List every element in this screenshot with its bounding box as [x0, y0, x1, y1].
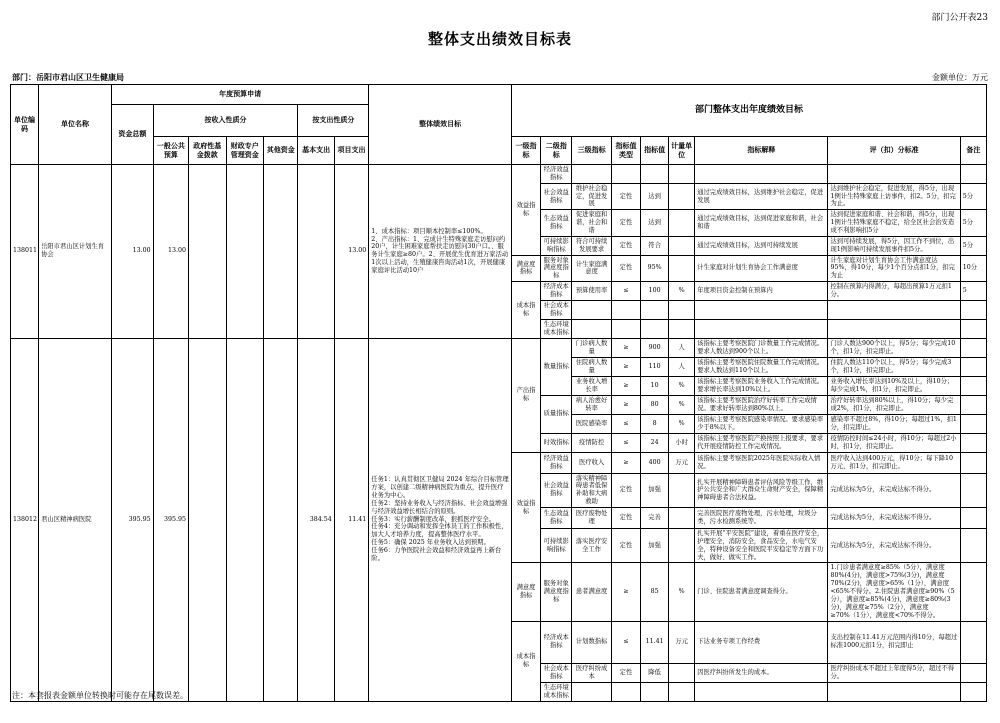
value-type: 定性 — [611, 236, 640, 255]
l3-indicator: 计生家庭满意度 — [572, 255, 612, 282]
value-type — [611, 682, 640, 701]
scoring-standard: 达到促进家庭和谐、社会和谐，得5分，出现1例计生特殊家庭不稳定，给全区社会治安造成不利影响扣5分 — [828, 210, 960, 237]
indicator-value: 100 — [641, 282, 669, 301]
l2-indicator: 生态效益指标 — [541, 508, 572, 529]
remark: 5分 — [960, 210, 986, 237]
l2-indicator: 经济效益指标 — [541, 165, 572, 184]
measure-unit — [669, 508, 695, 529]
measure-unit — [669, 663, 695, 682]
l3-indicator: 患者满意度 — [572, 563, 612, 621]
unit-code: 138011 — [11, 165, 39, 339]
scoring-standard: 支出控制在11.41万元范围内得10分，每超过标准1000元扣1分，扣完即止 — [828, 621, 960, 663]
measure-unit: % — [669, 414, 695, 433]
indicator-explanation: 该指标主要考察医院治疗好转率工作完成情况。要求好转率达到80%以上。 — [695, 395, 828, 414]
indicator-value: 10 — [641, 376, 669, 395]
measure-unit — [669, 165, 695, 184]
remark — [960, 682, 986, 701]
measure-unit: % — [669, 282, 695, 301]
value-type: ≥ — [611, 376, 640, 395]
remark — [960, 452, 986, 473]
value-type: ≥ — [611, 338, 640, 357]
measure-unit: % — [669, 395, 695, 414]
indicator-explanation: 计生家庭对计划生育协会工作满意度 — [695, 255, 828, 282]
value-type: ≥ — [611, 357, 640, 376]
l2-indicator: 服务对象满意度指标 — [541, 563, 572, 621]
l2-indicator: 服务对象满意度指标 — [541, 255, 572, 282]
header-val-type: 指标值类型 — [611, 137, 640, 165]
remark — [960, 395, 986, 414]
scoring-standard: 完成达标为5分，未完成达标不得分。 — [828, 508, 960, 529]
total-amount: 13.00 — [112, 165, 154, 339]
remark — [960, 357, 986, 376]
header-val: 指标值 — [641, 137, 669, 165]
table-row — [11, 338, 987, 357]
indicator-value: 24 — [641, 433, 669, 452]
general-budget: 395.95 — [153, 338, 188, 701]
header-overall-goal: 整体绩效目标 — [369, 85, 512, 165]
indicator-value: 降低 — [641, 663, 669, 682]
measure-unit: 万元 — [669, 452, 695, 473]
header-other: 其他资金 — [264, 137, 298, 165]
remark — [960, 529, 986, 563]
header-measure: 计量单位 — [669, 137, 695, 165]
indicator-value: 110 — [641, 357, 669, 376]
project-expense: 11.41 — [334, 338, 368, 701]
scoring-standard — [828, 300, 960, 319]
l2-indicator: 质量指标 — [541, 395, 572, 433]
remark — [960, 319, 986, 338]
value-type: 定性 — [611, 210, 640, 237]
header-fiscal-special: 财政专户管理资金 — [226, 137, 263, 165]
scoring-standard: 门诊人数达900个以上，得5分；每少完成10个，扣1分，扣完即止。 — [828, 338, 960, 357]
l1-indicator: 成本指标 — [511, 621, 540, 701]
indicator-value: 符合 — [641, 236, 669, 255]
header-total: 资金总额 — [112, 105, 154, 165]
fiscal-special — [226, 338, 263, 701]
scoring-standard: 达到可持续发展，得5分，因工作不到位，出现1例影响可持续发展事件扣5分。 — [828, 236, 960, 255]
value-type: ≤ — [611, 433, 640, 452]
measure-unit — [669, 210, 695, 237]
indicator-explanation: 该指标主要考察医院业务收入工作完成情况。要求增长率达到10%以上。 — [695, 376, 828, 395]
measure-unit: 万元 — [669, 621, 695, 663]
l2-indicator: 社会成本指标 — [541, 300, 572, 319]
scoring-standard: 业务收入增长率达到10%及以上，得10分；每少完成1%，扣1分，扣完即止。 — [828, 376, 960, 395]
l1-indicator: 满意度指标 — [511, 255, 540, 282]
indicator-explanation: 下达业务专项工作经费 — [695, 621, 828, 663]
scoring-standard: 住院人数达110个以上，得5分；每少完成3个，扣1分，扣完即止。 — [828, 357, 960, 376]
general-budget: 13.00 — [153, 165, 188, 339]
value-type: ≤ — [611, 282, 640, 301]
scoring-standard: 治疗好转率达到80%以上，得10分；每少完成2%，扣1分，扣完即止。 — [828, 395, 960, 414]
indicator-explanation: 该指标主要考察医院门诊数量工作完成情况。要求人数达到900个以上。 — [695, 338, 828, 357]
l3-indicator: 计划数指标 — [572, 621, 612, 663]
basic-expense: 384.54 — [298, 338, 334, 701]
measure-unit: 人 — [669, 338, 695, 357]
value-type — [611, 165, 640, 184]
header-explain: 指标解释 — [695, 137, 828, 165]
value-type: ≤ — [611, 621, 640, 663]
indicator-value: 11.41 — [641, 621, 669, 663]
indicator-value: 900 — [641, 338, 669, 357]
footnote: 注：本套报表金额单位转换时可能存在尾数误差。 — [12, 691, 188, 700]
header-unit-code: 单位编码 — [11, 85, 39, 165]
header-remark: 备注 — [960, 137, 986, 165]
remark — [960, 621, 986, 663]
remark — [960, 300, 986, 319]
indicator-explanation: 年度项目资金控制在预算内 — [695, 282, 828, 301]
remark — [960, 414, 986, 433]
scoring-standard: 控制在预算内得满分，每超出预算1万元扣1分。 — [828, 282, 960, 301]
measure-unit: % — [669, 563, 695, 621]
remark: 5 — [960, 282, 986, 301]
l3-indicator: 病人治愈好转率 — [572, 395, 612, 414]
l2-indicator: 生态环境成本指标 — [541, 319, 572, 338]
l3-indicator — [572, 682, 612, 701]
header-general: 一般公共预算 — [153, 137, 188, 165]
l2-indicator: 社会效益指标 — [541, 183, 572, 210]
header-by-source: 按收入性质分 — [153, 105, 298, 137]
measure-unit — [669, 236, 695, 255]
value-type: 定性 — [611, 663, 640, 682]
measure-unit — [669, 529, 695, 563]
indicator-explanation: 该指标主要考察医院住院数量工作完成情况。要求人数达到110个以上。 — [695, 357, 828, 376]
l3-indicator: 促进家庭和谐，社会和谐 — [572, 210, 612, 237]
scoring-standard: 医疗收入达到400万元，得10分；每下降10万元，扣1分，扣完即止。 — [828, 452, 960, 473]
l2-indicator: 数量指标 — [541, 338, 572, 395]
unit-code: 138012 — [11, 338, 39, 701]
l2-indicator: 可持续影响指标 — [541, 529, 572, 563]
indicator-explanation — [695, 319, 828, 338]
l3-indicator — [572, 165, 612, 184]
scoring-standard: 1.门诊患者满意度≥85%（5分），满意度80%(4分)，满意度>75%(3分)，满意度70%(2分)，满意度>65%（1分），满意度<65%不得分。2.住院患者满意度≥90%（5分），满意度≥85%(4分)，满意度≥80%(3分)，满意度≥75%（2分），满意度≥70%（1分），满意度<70%不得分。 — [828, 563, 960, 621]
l3-indicator: 住院病人数量 — [572, 357, 612, 376]
indicator-explanation — [695, 165, 828, 184]
indicator-explanation: 扎实开展“平安医院”建设，着重在医疗安全，护理安全，消防安全，食品安全，水电气安全，特种设备安全和医院平安稳定等方面下功夫，做好、做实工作。 — [695, 529, 828, 563]
indicator-explanation: 因医疗纠纷所发生的成本。 — [695, 663, 828, 682]
l2-indicator: 生态环境成本指标 — [541, 682, 572, 701]
l1-indicator: 成本指标 — [511, 282, 540, 338]
indicator-explanation: 扎实开展精神障碍患者评估风险等级工作，维护公共安全和广大群众生命财产安全，保障精神障碍患者合法权益。 — [695, 473, 828, 507]
indicator-explanation: 通过完成绩效目标，达到维护社会稳定，促进发展 — [695, 183, 828, 210]
remark — [960, 433, 986, 452]
indicator-value: 加强 — [641, 473, 669, 507]
header-unit-name: 单位名称 — [39, 85, 112, 165]
department-label: 部门：岳阳市君山区卫生健康局 — [12, 72, 124, 82]
indicator-value: 加强 — [641, 529, 669, 563]
l3-indicator: 医疗纠纷成本 — [572, 663, 612, 682]
measure-unit — [669, 319, 695, 338]
header-l1: 一级指标 — [511, 137, 540, 165]
l3-indicator: 落实精神障碍患者低保补助和大病救助 — [572, 473, 612, 507]
indicator-value: 85 — [641, 563, 669, 621]
l1-indicator: 效益指标 — [511, 452, 540, 563]
project-expense: 13.00 — [334, 165, 368, 339]
measure-unit: 小时 — [669, 433, 695, 452]
indicator-explanation: 通过完成绩效目标，达到促进家庭和谐，社会和谐 — [695, 210, 828, 237]
l3-indicator — [572, 319, 612, 338]
l2-indicator: 社会成本指标 — [541, 663, 572, 682]
total-amount: 395.95 — [112, 338, 154, 701]
value-type: 定性 — [611, 508, 640, 529]
table-row — [11, 165, 987, 184]
scoring-standard — [828, 682, 960, 701]
header-project: 项目支出 — [334, 137, 368, 165]
measure-unit — [669, 183, 695, 210]
value-type: 定性 — [611, 183, 640, 210]
scoring-standard — [828, 165, 960, 184]
value-type: ≥ — [611, 395, 640, 414]
gov-fund — [189, 338, 226, 701]
measure-unit: % — [669, 376, 695, 395]
l3-indicator: 门诊病人数量 — [572, 338, 612, 357]
indicator-explanation: 门诊、住院患者满意度调查得分。 — [695, 563, 828, 621]
remark — [960, 663, 986, 682]
page-title: 整体支出绩效目标表 — [427, 30, 572, 48]
measure-unit: 人 — [669, 357, 695, 376]
l2-indicator: 经济效益指标 — [541, 452, 572, 473]
indicator-value — [641, 319, 669, 338]
indicator-value: 400 — [641, 452, 669, 473]
header-basic: 基本支出 — [298, 137, 334, 165]
measure-unit — [669, 255, 695, 282]
gov-fund — [189, 165, 226, 339]
value-type: ≥ — [611, 452, 640, 473]
remark — [960, 338, 986, 357]
remark — [960, 376, 986, 395]
l1-indicator: 满意度指标 — [511, 563, 540, 621]
value-type — [611, 319, 640, 338]
indicator-value: 达到 — [641, 183, 669, 210]
l1-indicator: 产出指标 — [511, 338, 540, 452]
indicator-value: 达到 — [641, 210, 669, 237]
remark — [960, 165, 986, 184]
overall-goal-text: 任务1：认真贯彻区卫健局 2024 年综合目标管理方案，以创建二级精神病医院为重点，提升医疗业务为中心。 任务2：坚持业务收入与经济指标、社会效益增强与经济效益增长相结合的原则。 任务3：实行薪酬制度改革，狠抓医疗安全。 任务4：充分调动和发挥全体员工的工作积极性，加大人才培养力度，提高整体医疗水平。 任务5：确保 2025 年业务收入达到预期。 任务6：力争医院社会效益和经济效益再上新台阶。 — [369, 338, 512, 701]
header-l3: 三级指标 — [572, 137, 612, 165]
remark: 10分 — [960, 255, 986, 282]
unit-name: 岳阳市君山区计划生育协会 — [39, 165, 112, 339]
indicator-value — [641, 165, 669, 184]
value-type: ≥ — [611, 563, 640, 621]
page-number: 部门公开表23 — [931, 13, 988, 23]
fiscal-special — [226, 165, 263, 339]
remark — [960, 473, 986, 507]
indicator-value — [641, 300, 669, 319]
indicator-value: 80 — [641, 395, 669, 414]
indicator-explanation: 该指标主要考察医院产换按照上报要求，要求代开展疫情防控工作完成情况。 — [695, 433, 828, 452]
header-annual-budget: 年度预算申请 — [112, 85, 369, 105]
remark — [960, 563, 986, 621]
scoring-standard — [828, 319, 960, 338]
l3-indicator: 业务收入增长率 — [572, 376, 612, 395]
l3-indicator: 医疗收入 — [572, 452, 612, 473]
indicator-explanation: 通过完成绩效目标，达到可持续发展 — [695, 236, 828, 255]
remark: 5分 — [960, 236, 986, 255]
remark: 5分 — [960, 183, 986, 210]
l2-indicator: 生态效益指标 — [541, 210, 572, 237]
header-by-nature: 按支出性质分 — [298, 105, 369, 137]
l2-indicator: 经济成本指标 — [541, 282, 572, 301]
scoring-standard: 完成达标为5分，未完成达标不得分。 — [828, 529, 960, 563]
value-type: 定性 — [611, 255, 640, 282]
indicator-explanation: 该指标主要考察医院感染率情况。要求感染率少于8%以下。 — [695, 414, 828, 433]
indicator-value — [641, 682, 669, 701]
header-gov-fund: 政府性基金拨款 — [189, 137, 226, 165]
indicator-explanation — [695, 300, 828, 319]
header-score: 评（扣）分标准 — [828, 137, 960, 165]
l3-indicator: 维护社会稳定，促进发展 — [572, 183, 612, 210]
scoring-standard: 疫情防控时间≤24小时，得10分；每超过2小时，扣1分，扣完即止。 — [828, 433, 960, 452]
performance-table — [10, 84, 987, 702]
header-perf-goal: 部门整体支出年度绩效目标 — [511, 85, 986, 137]
other-fund — [264, 165, 298, 339]
indicator-explanation: 完善医院医疗废物处理，污水处理，垃圾分类，污水检测系统等。 — [695, 508, 828, 529]
l3-indicator — [572, 300, 612, 319]
indicator-value: 完善 — [641, 508, 669, 529]
l3-indicator: 预算使用率 — [572, 282, 612, 301]
l3-indicator: 落实医疗安全工作 — [572, 529, 612, 563]
l2-indicator: 经济成本指标 — [541, 621, 572, 663]
currency-unit-label: 金额单位：万元 — [932, 73, 988, 82]
measure-unit — [669, 473, 695, 507]
indicator-explanation — [695, 682, 828, 701]
l3-indicator: 符合可持续发展要求 — [572, 236, 612, 255]
scoring-standard: 完成达标为5分，未完成达标不得分。 — [828, 473, 960, 507]
overall-goal-text: 1、成本指标：项目顺本控制率≤100%。 2、产出指标：1、完成计生特殊家庭走访慰问约20户，计生困难家庭帮扶走访慰问30户口。、服务计生家庭≥80户。2、开展优生优育进万家活动1次以上活动，生殖健康咨询活动1次，开展健康家庭评比活动10户 — [369, 165, 512, 339]
scoring-standard: 医疗纠纷成本不超过上年度得5分，超过不得分。 — [828, 663, 960, 682]
header-l2: 二级指标 — [541, 137, 572, 165]
other-fund — [264, 338, 298, 701]
value-type: 定性 — [611, 473, 640, 507]
l2-indicator: 时效指标 — [541, 433, 572, 452]
measure-unit — [669, 300, 695, 319]
value-type: 定性 — [611, 529, 640, 563]
indicator-value: 95% — [641, 255, 669, 282]
unit-name: 君山区精神病医院 — [39, 338, 112, 701]
basic-expense — [298, 165, 334, 339]
l3-indicator: 医疗废物处理 — [572, 508, 612, 529]
l2-indicator: 可持续影响指标 — [541, 236, 572, 255]
value-type — [611, 300, 640, 319]
remark — [960, 508, 986, 529]
indicator-value: 8 — [641, 414, 669, 433]
l2-indicator: 社会效益指标 — [541, 473, 572, 507]
l3-indicator: 疫情防控 — [572, 433, 612, 452]
measure-unit — [669, 682, 695, 701]
indicator-explanation: 该指标主要考察医院2025年医院实际收入情况。 — [695, 452, 828, 473]
l3-indicator: 医院感染率 — [572, 414, 612, 433]
l1-indicator: 效益指标 — [511, 165, 540, 256]
value-type: ≤ — [611, 414, 640, 433]
scoring-standard: 感染率不超过8%，得10分；每超过1%，扣1分，扣完即止。 — [828, 414, 960, 433]
scoring-standard: 达到维护社会稳定，促进发展，得5分，出现1例计生特殊家庭上访事件，扣2。5分，扣完为止。 — [828, 183, 960, 210]
scoring-standard: 计生家庭对计划生育协会工作满意度达95%，得10分，每少1个百分点扣1分，扣完为止 — [828, 255, 960, 282]
